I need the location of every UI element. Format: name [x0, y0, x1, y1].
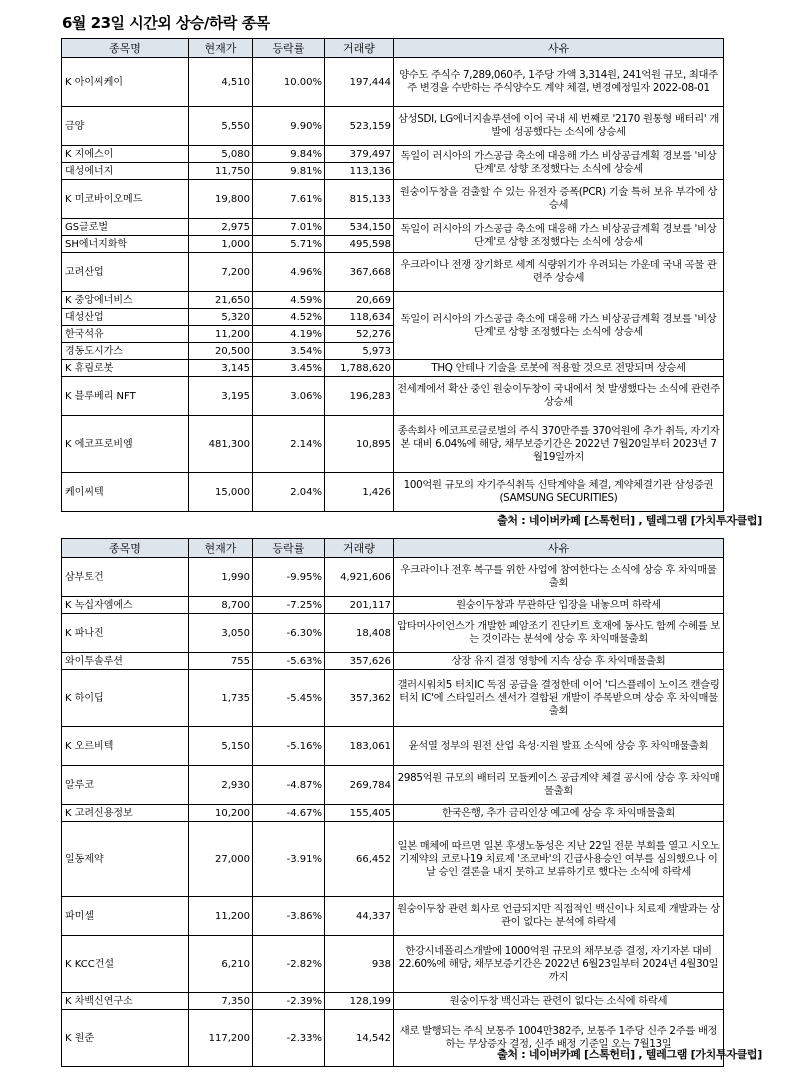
table-row: [62, 107, 724, 146]
stock-rate: -2.39%: [253, 993, 325, 1010]
table-row: [62, 670, 724, 727]
table-row: [62, 253, 724, 292]
stock-name: 케이씨텍: [62, 473, 189, 512]
stock-price: 11,200: [189, 897, 253, 936]
table-row: [62, 360, 724, 377]
table-header-row: [62, 39, 724, 58]
falling-stocks-body: [62, 558, 724, 1067]
table-row: [62, 558, 724, 597]
table-row: [62, 292, 724, 309]
header-name: 종목명: [62, 539, 189, 558]
header-rate: 등락률: [253, 39, 325, 58]
stock-volume: 197,444: [325, 58, 394, 107]
stock-reason: 압타머사이언스가 개발한 폐암조기 진단키트 호재에 동사도 함께 수혜를 보는 것이라는 분석에 상승 후 차익매물출회: [394, 614, 724, 653]
stock-reason: 독일이 러시아의 가스공급 축소에 대응해 가스 비상공급계획 경보를 '비상 단계'로 상향 조정했다는 소식에 상승세: [394, 219, 724, 253]
stock-price: 10,200: [189, 805, 253, 822]
table-row: [62, 180, 724, 219]
stock-reason: 한강시네폴리스개발에 1000억원 규모의 채무보증 결정, 자기자본 대비 22.60%에 해당, 채무보증기간은 2022년 6월23일부터 2024년 4월30일까지: [394, 936, 724, 993]
stock-price: 27,000: [189, 822, 253, 897]
stock-name: K 휴림로봇: [62, 360, 189, 377]
stock-price: 11,200: [189, 326, 253, 343]
stock-reason: 독일이 러시아의 가스공급 축소에 대응해 가스 비상공급계획 경보를 '비상 단계'로 상향 조정했다는 소식에 상승세: [394, 292, 724, 360]
stock-volume: 379,497: [325, 146, 394, 163]
stock-price: 2,975: [189, 219, 253, 236]
stock-price: 755: [189, 653, 253, 670]
table-row: [62, 146, 724, 163]
table-row: [62, 936, 724, 993]
stock-volume: 357,626: [325, 653, 394, 670]
stock-volume: 367,668: [325, 253, 394, 292]
stock-name: K 하이딥: [62, 670, 189, 727]
table-row: [62, 897, 724, 936]
stock-reason: 원숭이두창 백신과는 관련이 없다는 소식에 하락세: [394, 993, 724, 1010]
stock-rate: 3.45%: [253, 360, 325, 377]
header-name: 종목명: [62, 39, 189, 58]
stock-rate: -2.33%: [253, 1010, 325, 1067]
table-row: [62, 805, 724, 822]
stock-rate: 2.04%: [253, 473, 325, 512]
stock-reason: 2985억원 규모의 배터리 모듈케이스 공급계약 체결 공시에 상승 후 차익매물출회: [394, 766, 724, 805]
stock-volume: 523,159: [325, 107, 394, 146]
stock-volume: 10,895: [325, 416, 394, 473]
stock-rate: 4.19%: [253, 326, 325, 343]
stock-name: 경동도시가스: [62, 343, 189, 360]
stock-rate: -4.87%: [253, 766, 325, 805]
stock-volume: 155,405: [325, 805, 394, 822]
stock-price: 3,050: [189, 614, 253, 653]
stock-price: 4,510: [189, 58, 253, 107]
stock-name: K 아이씨케이: [62, 58, 189, 107]
table-row: [62, 473, 724, 512]
stock-volume: 118,634: [325, 309, 394, 326]
stock-volume: 357,362: [325, 670, 394, 727]
stock-name: 삼부토건: [62, 558, 189, 597]
stock-volume: 196,283: [325, 377, 394, 416]
stock-reason: 원숭이두창을 검출할 수 있는 유전자 증폭(PCR) 기술 특허 보유 부각에 상승세: [394, 180, 724, 219]
table-row: [62, 597, 724, 614]
stock-name: 금양: [62, 107, 189, 146]
stock-rate: -5.16%: [253, 727, 325, 766]
stock-reason: 양수도 주식수 7,289,060주, 1주당 가액 3,314원, 241억원 규모, 최대주주 변경을 수반하는 주식양수도 계약 체결, 변경예정일자 2022-08-01: [394, 58, 724, 107]
header-volume: 거래량: [325, 39, 394, 58]
stock-rate: 7.61%: [253, 180, 325, 219]
stock-price: 1,000: [189, 236, 253, 253]
table-row: [62, 822, 724, 897]
stock-price: 7,350: [189, 993, 253, 1010]
stock-reason: 원숭이두창과 무관하단 입장을 내놓으며 하락세: [394, 597, 724, 614]
stock-name: 와이투솔루션: [62, 653, 189, 670]
stock-rate: -7.25%: [253, 597, 325, 614]
stock-price: 6,210: [189, 936, 253, 993]
stock-reason: 100억원 규모의 자기주식취득 신탁계약을 체결, 계약체결기관 삼성증권(SAMSUNG SECURITIES): [394, 473, 724, 512]
table-row: [62, 377, 724, 416]
table-header-row: [62, 539, 724, 558]
stock-rate: 2.14%: [253, 416, 325, 473]
stock-reason: 전세계에서 확산 중인 원숭이두창이 국내에서 첫 발생했다는 소식에 관련주 상승세: [394, 377, 724, 416]
stock-name: K 오르비텍: [62, 727, 189, 766]
stock-price: 21,650: [189, 292, 253, 309]
stock-reason: 새로 발행되는 주식 보통주 1004만382주, 보통주 1주당 신주 2주를 배정하는 무상증자 결정, 신주 배정 기준일 오는 7월13일: [394, 1010, 724, 1067]
stock-reason: 윤석열 정부의 원전 산업 육성·지원 발표 소식에 상승 후 차익매물출회: [394, 727, 724, 766]
stock-volume: 18,408: [325, 614, 394, 653]
stock-price: 20,500: [189, 343, 253, 360]
stock-rate: -3.91%: [253, 822, 325, 897]
stock-price: 15,000: [189, 473, 253, 512]
table-row: [62, 653, 724, 670]
stock-name: K 녹십자엠에스: [62, 597, 189, 614]
stock-name: GS글로벌: [62, 219, 189, 236]
stock-rate: 7.01%: [253, 219, 325, 236]
stock-reason: 우크라이나 전쟁 장기화로 세계 식량위기가 우려되는 가운데 국내 곡물 관련주 상승세: [394, 253, 724, 292]
stock-reason: 원숭이두창 관련 회사로 언급되지만 직접적인 백신이나 치료제 개발과는 상관이 없다는 분석에 하락세: [394, 897, 724, 936]
table-row: [62, 766, 724, 805]
stock-name: 대성에너지: [62, 163, 189, 180]
stock-volume: 534,150: [325, 219, 394, 236]
stock-price: 1,735: [189, 670, 253, 727]
stock-volume: 201,117: [325, 597, 394, 614]
stock-volume: 66,452: [325, 822, 394, 897]
stock-volume: 5,973: [325, 343, 394, 360]
stock-price: 3,145: [189, 360, 253, 377]
stock-price: 5,080: [189, 146, 253, 163]
table-row: [62, 993, 724, 1010]
header-price: 현재가: [189, 39, 253, 58]
stock-volume: 815,133: [325, 180, 394, 219]
header-rate: 등락률: [253, 539, 325, 558]
header-volume: 거래량: [325, 539, 394, 558]
stock-volume: 20,669: [325, 292, 394, 309]
stock-price: 5,320: [189, 309, 253, 326]
stock-reason: THQ 안테나 기술을 로봇에 적용할 것으로 전망되며 상승세: [394, 360, 724, 377]
falling-stocks-table: [61, 538, 724, 1067]
stock-rate: 3.54%: [253, 343, 325, 360]
source-note: 출처 : 네이버카페 [스톡헌터] , 텔레그램 [가치투자클럽]: [497, 1048, 762, 1061]
stock-price: 1,990: [189, 558, 253, 597]
stock-volume: 1,788,620: [325, 360, 394, 377]
stock-name: 한국석유: [62, 326, 189, 343]
stock-volume: 4,921,606: [325, 558, 394, 597]
stock-rate: 4.59%: [253, 292, 325, 309]
stock-name: K 중앙에너비스: [62, 292, 189, 309]
stock-price: 481,300: [189, 416, 253, 473]
stock-reason: 갤러시워치5 터치IC 독점 공급을 결정한데 이어 '디스플레이 노이즈 캔슬링 터치 IC'에 스타일러스 센서가 결합된 개발이 주목받으며 상승 후 차익매물출회: [394, 670, 724, 727]
stock-rate: -3.86%: [253, 897, 325, 936]
stock-rate: -6.30%: [253, 614, 325, 653]
stock-reason: 종속회사 에코프로글로벌의 주식 370만주를 370억원에 추가 취득, 자기자본 대비 6.04%에 해당, 채무보증기간은 2022년 7월20일부터 2023년 7월19일까지: [394, 416, 724, 473]
table-row: [62, 58, 724, 107]
stock-price: 7,200: [189, 253, 253, 292]
stock-name: K 블루베리 NFT: [62, 377, 189, 416]
stock-reason: 삼성SDI, LG에너지솔루션에 이어 국내 세 번째로 '2170 원통형 배터리' 개발에 성공했다는 소식에 상승세: [394, 107, 724, 146]
header-reason: 사유: [394, 39, 724, 58]
stock-rate: 9.90%: [253, 107, 325, 146]
stock-price: 3,195: [189, 377, 253, 416]
stock-name: 대성산업: [62, 309, 189, 326]
stock-rate: 4.52%: [253, 309, 325, 326]
stock-name: 일동제약: [62, 822, 189, 897]
stock-rate: -5.63%: [253, 653, 325, 670]
stock-volume: 113,136: [325, 163, 394, 180]
stock-reason: 일본 매체에 따르면 일본 후생노동성은 지난 22일 전문 부회를 열고 시오노기제약의 코로나19 치료제 '조코바'의 긴급사용승인 여부를 심의했으나 이날 승인 결론을 내지 못하고 보류하기로 했다는 소식에 하락세: [394, 822, 724, 897]
stock-volume: 269,784: [325, 766, 394, 805]
stock-rate: -5.45%: [253, 670, 325, 727]
stock-name: K 원준: [62, 1010, 189, 1067]
stock-name: K 지에스이: [62, 146, 189, 163]
stock-name: K 미코바이오메드: [62, 180, 189, 219]
stock-name: K 고려신용정보: [62, 805, 189, 822]
stock-price: 11,750: [189, 163, 253, 180]
stock-name: K 에코프로비엠: [62, 416, 189, 473]
stock-reason: 상장 유지 결정 영향에 지속 상승 후 차익매물출회: [394, 653, 724, 670]
stock-price: 2,930: [189, 766, 253, 805]
rising-stocks-body: [62, 58, 724, 512]
stock-volume: 183,061: [325, 727, 394, 766]
table-row: [62, 727, 724, 766]
stock-reason: 한국은행, 추가 금리인상 예고에 상승 후 차익매물출회: [394, 805, 724, 822]
stock-volume: 1,426: [325, 473, 394, 512]
stock-name: K 파나진: [62, 614, 189, 653]
stock-reason: 독일이 러시아의 가스공급 축소에 대응해 가스 비상공급계획 경보를 '비상 단계'로 상향 조정했다는 소식에 상승세: [394, 146, 724, 180]
stock-price: 19,800: [189, 180, 253, 219]
page-title: 6월 23일 시간외 상승/하락 종목: [62, 14, 270, 32]
stock-rate: 9.84%: [253, 146, 325, 163]
stock-rate: -9.95%: [253, 558, 325, 597]
stock-price: 5,150: [189, 727, 253, 766]
stock-rate: -2.82%: [253, 936, 325, 993]
stock-name: K 차백신연구소: [62, 993, 189, 1010]
stock-price: 5,550: [189, 107, 253, 146]
stock-volume: 938: [325, 936, 394, 993]
table-row: [62, 219, 724, 236]
stock-reason: 우크라이나 전후 복구를 위한 사업에 참여한다는 소식에 상승 후 차익매물출회: [394, 558, 724, 597]
stock-rate: 3.06%: [253, 377, 325, 416]
rising-stocks-table: [61, 38, 724, 512]
stock-rate: -4.67%: [253, 805, 325, 822]
stock-rate: 5.71%: [253, 236, 325, 253]
stock-name: 고려산업: [62, 253, 189, 292]
stock-rate: 4.96%: [253, 253, 325, 292]
source-note: 출처 : 네이버카페 [스톡헌터] , 텔레그램 [가치투자클럽]: [497, 514, 762, 527]
stock-name: 파미셀: [62, 897, 189, 936]
stock-price: 8,700: [189, 597, 253, 614]
stock-price: 117,200: [189, 1010, 253, 1067]
stock-volume: 128,199: [325, 993, 394, 1010]
header-price: 현재가: [189, 539, 253, 558]
table-row: [62, 416, 724, 473]
stock-rate: 9.81%: [253, 163, 325, 180]
stock-name: K KCC건설: [62, 936, 189, 993]
stock-volume: 44,337: [325, 897, 394, 936]
header-reason: 사유: [394, 539, 724, 558]
stock-volume: 14,542: [325, 1010, 394, 1067]
stock-name: SH에너지화학: [62, 236, 189, 253]
stock-volume: 495,598: [325, 236, 394, 253]
stock-rate: 10.00%: [253, 58, 325, 107]
table-row: [62, 614, 724, 653]
stock-volume: 52,276: [325, 326, 394, 343]
stock-name: 알루코: [62, 766, 189, 805]
